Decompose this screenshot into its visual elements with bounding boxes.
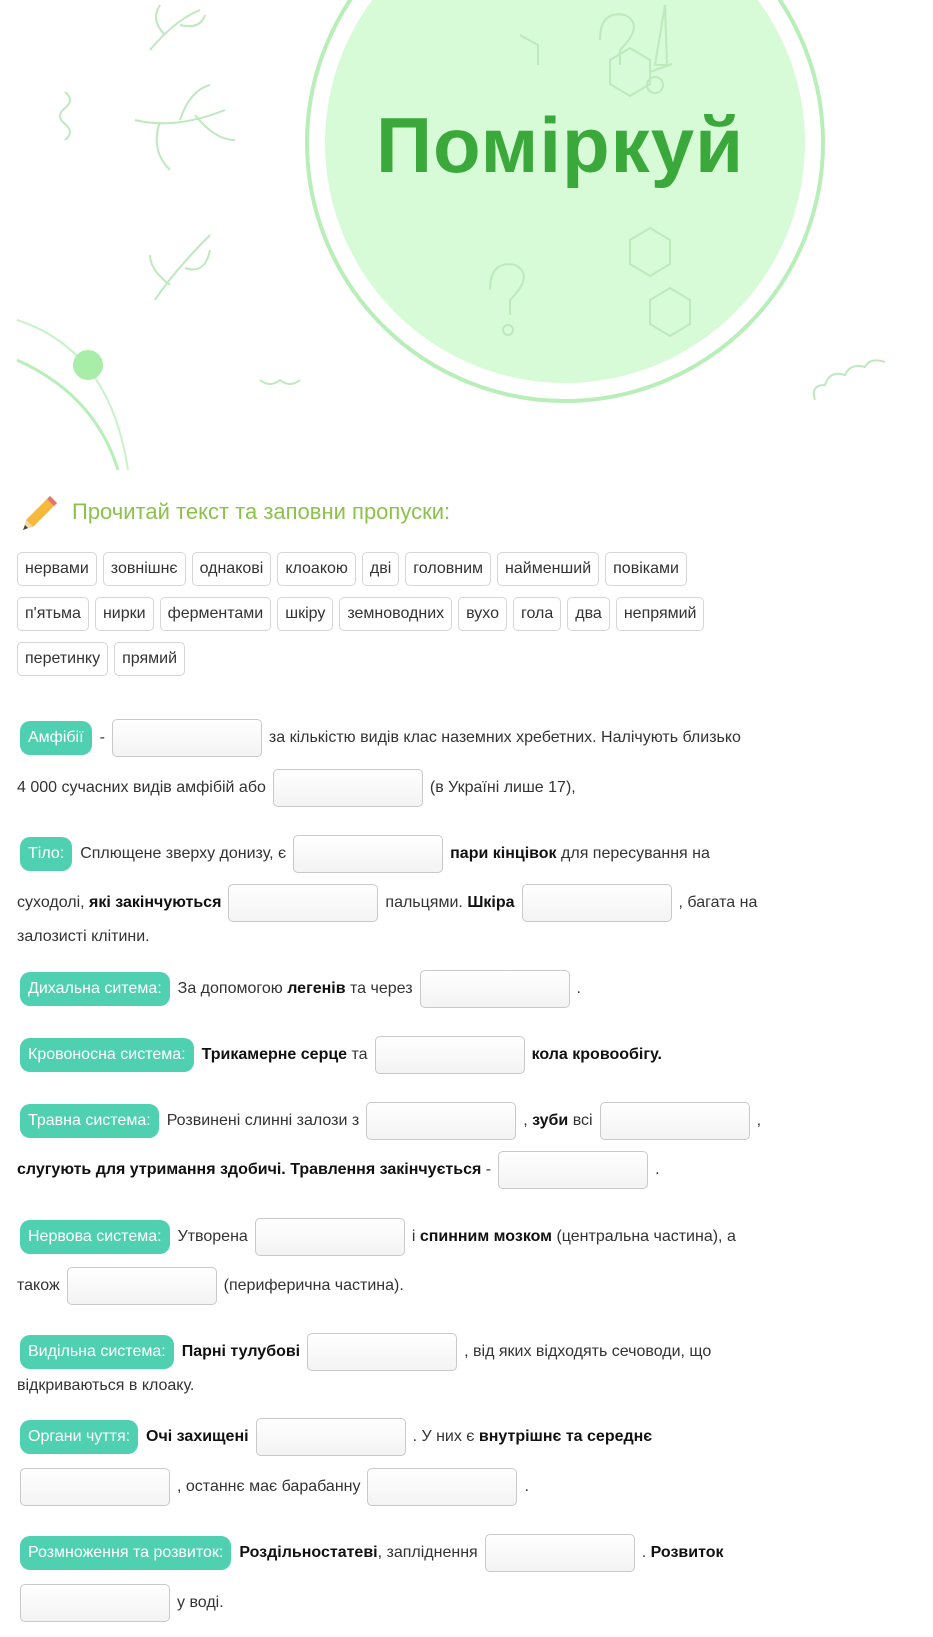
word-chip[interactable]: зовнішнє <box>103 552 186 586</box>
section-tag: Органи чуття: <box>20 1420 138 1454</box>
section-digestive-cont <box>17 1151 660 1189</box>
section-tag: Кровоносна система: <box>20 1038 194 1072</box>
word-chip[interactable]: гола <box>513 597 561 631</box>
section-tag: Травна система: <box>20 1104 159 1138</box>
section-tag: Тіло: <box>20 837 72 871</box>
text: , багата на <box>678 894 758 911</box>
word-chip[interactable]: ферментами <box>160 597 272 631</box>
text: (центральна частина), а <box>556 1228 736 1245</box>
word-chip[interactable]: однакові <box>192 552 272 586</box>
bold-text: легенів <box>287 980 346 997</box>
word-chip[interactable]: дві <box>362 552 399 586</box>
word-chip[interactable]: непрямий <box>616 597 705 631</box>
text: Розвинені слинні залози з <box>166 1112 360 1129</box>
section-body-cont <box>17 884 757 922</box>
section-digestive <box>17 1102 761 1140</box>
text: . <box>576 980 581 997</box>
answer-blank[interactable] <box>293 835 443 873</box>
section-nervous-cont <box>17 1267 404 1305</box>
answer-blank[interactable] <box>307 1333 457 1371</box>
text: За допомогою <box>177 980 283 997</box>
text: також <box>17 1277 60 1294</box>
word-chip[interactable]: нервами <box>17 552 97 586</box>
text: залозисті клітини. <box>17 928 150 945</box>
banner <box>0 0 933 470</box>
section-body-end <box>17 928 150 946</box>
section-senses <box>17 1418 652 1456</box>
word-chip[interactable]: нирки <box>95 597 154 631</box>
word-chip[interactable]: перетинку <box>17 642 108 676</box>
bold-text: слугують для утримання здобичі. Травлення закінчується <box>17 1161 482 1178</box>
text: (периферична частина). <box>223 1277 404 1294</box>
answer-blank[interactable] <box>255 1218 405 1256</box>
bold-text: Трикамерне серце <box>201 1046 348 1063</box>
section-reproduction-cont <box>17 1584 224 1622</box>
word-chip[interactable]: повіками <box>605 552 687 586</box>
section-tag: Видільна система: <box>20 1335 174 1369</box>
word-chip[interactable]: вухо <box>458 597 507 631</box>
bold-text: пари кінцівок <box>450 845 557 862</box>
text: . <box>655 1161 660 1178</box>
section-senses-cont <box>17 1468 529 1506</box>
section-amphibians-cont <box>17 769 576 807</box>
section-tag: Дихальна ситема: <box>20 972 170 1006</box>
text: і <box>411 1228 416 1245</box>
answer-blank[interactable] <box>375 1036 525 1074</box>
word-chip[interactable]: головним <box>405 552 491 586</box>
section-amphibians <box>17 719 741 757</box>
bold-text: Шкіра <box>467 894 515 911</box>
word-chip[interactable]: п'ятьма <box>17 597 89 631</box>
word-chip[interactable]: прямий <box>114 642 185 676</box>
answer-blank[interactable] <box>485 1534 635 1572</box>
section-excretory-end <box>17 1377 194 1395</box>
banner-title: Поміркуй <box>375 101 745 189</box>
section-tag: Амфібії <box>20 721 92 755</box>
text: , запліднення <box>377 1544 478 1561</box>
answer-blank[interactable] <box>20 1468 170 1506</box>
text: за кількістю видів клас наземних хребетних. Налічують близько <box>268 729 741 746</box>
text: , <box>523 1112 528 1129</box>
section-respiratory <box>17 970 581 1008</box>
text: - <box>485 1161 492 1178</box>
bold-text: кола кровообігу. <box>531 1046 662 1063</box>
text: та через <box>350 980 413 997</box>
bold-text: спинним мозком <box>419 1228 553 1245</box>
answer-blank[interactable] <box>600 1102 750 1140</box>
text: всі <box>572 1112 593 1129</box>
word-bank-row <box>17 597 797 631</box>
text: . У них є <box>412 1428 475 1445</box>
section-nervous <box>17 1218 736 1256</box>
bold-text: Очі захищені <box>146 1428 249 1445</box>
answer-blank[interactable] <box>522 884 672 922</box>
word-chip[interactable]: два <box>567 597 610 631</box>
bold-text: Парні тулубові <box>181 1343 301 1360</box>
word-bank-row <box>17 552 797 586</box>
section-body <box>17 835 710 873</box>
text: відкриваються в клоаку. <box>17 1377 195 1394</box>
banner-decoration <box>0 0 933 470</box>
answer-blank[interactable] <box>273 769 423 807</box>
text: (в Україні лише 17), <box>429 779 576 796</box>
section-reproduction <box>17 1534 723 1572</box>
answer-blank[interactable] <box>228 884 378 922</box>
word-chip[interactable]: найменший <box>497 552 599 586</box>
answer-blank[interactable] <box>367 1468 517 1506</box>
text: у воді. <box>177 1594 224 1611</box>
word-chip[interactable]: земноводних <box>339 597 452 631</box>
section-tag: Нервова система: <box>20 1220 170 1254</box>
section-excretory <box>17 1333 711 1371</box>
text: для пересування на <box>561 845 710 862</box>
text: Утворена <box>177 1228 248 1245</box>
answer-blank[interactable] <box>366 1102 516 1140</box>
instruction-text: Прочитай текст та заповни пропуски: <box>72 499 451 524</box>
word-bank-row <box>17 642 797 676</box>
text: - <box>99 729 105 746</box>
word-bank <box>17 552 797 687</box>
answer-blank[interactable] <box>420 970 570 1008</box>
bold-text: Роздільностатеві <box>239 1544 378 1561</box>
answer-blank[interactable] <box>67 1267 217 1305</box>
text: пальцями. <box>385 894 463 911</box>
answer-blank[interactable] <box>498 1151 648 1189</box>
instruction <box>20 492 450 532</box>
word-chip[interactable]: шкіру <box>277 597 333 631</box>
pencil-icon <box>20 492 60 532</box>
bold-text: які закінчуються <box>89 894 222 911</box>
answer-blank[interactable] <box>112 719 262 757</box>
bold-text: внутрішнє та середнє <box>478 1428 653 1445</box>
section-tag: Розмноження та розвиток: <box>20 1536 231 1570</box>
answer-blank[interactable] <box>256 1418 406 1456</box>
text: . <box>524 1478 529 1495</box>
word-chip[interactable]: клоакою <box>277 552 356 586</box>
bold-text: зуби <box>532 1112 569 1129</box>
text: , <box>756 1112 762 1129</box>
text: . <box>641 1544 647 1561</box>
text: , від яких відходять сечоводи, що <box>464 1343 712 1360</box>
section-circulatory <box>17 1036 662 1074</box>
text: 4 000 сучасних видів амфібій або <box>17 779 266 796</box>
bold-text: Розвиток <box>650 1544 724 1561</box>
text: суходолі, <box>17 894 85 911</box>
text: Сплющене зверху донизу, є <box>80 845 287 862</box>
text: , останнє має барабанну <box>177 1478 361 1495</box>
answer-blank[interactable] <box>20 1584 170 1622</box>
text: та <box>351 1046 368 1063</box>
